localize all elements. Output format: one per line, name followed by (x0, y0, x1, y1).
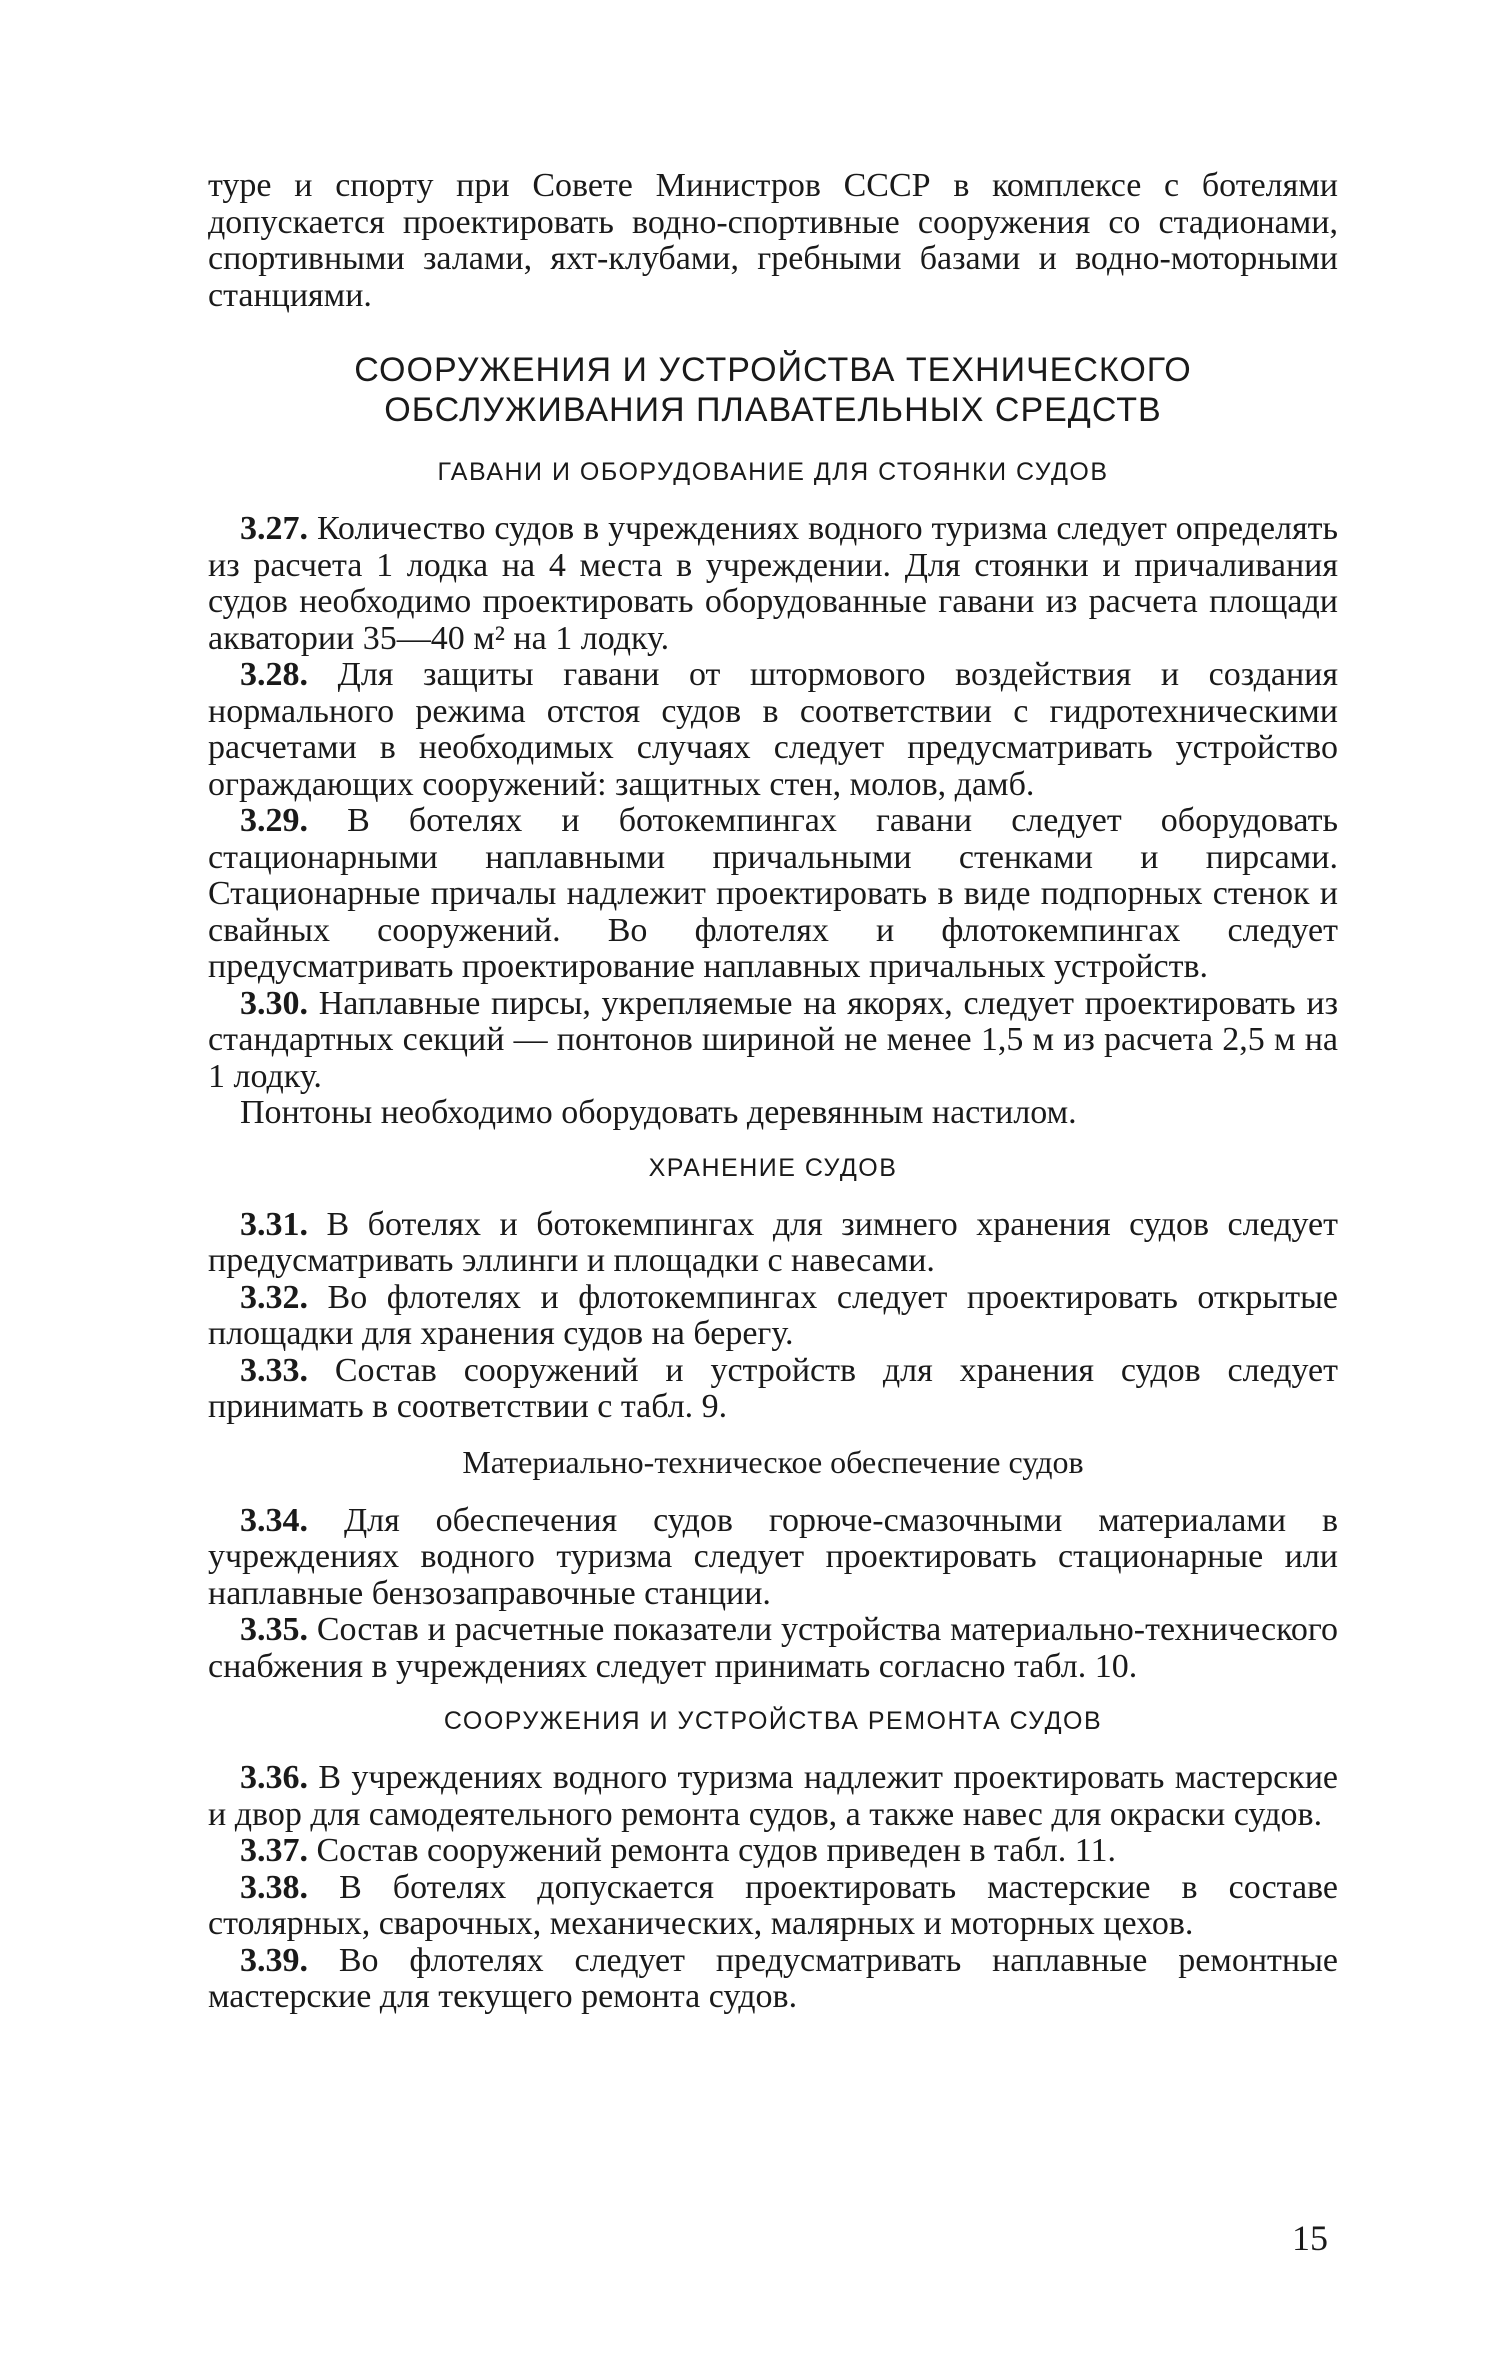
subsection-repair-body (208, 1760, 1338, 2016)
paragraph-number: 3.36. (240, 1759, 308, 1796)
subsection-title-repair: СООРУЖЕНИЯ И УСТРОЙСТВА РЕМОНТА СУДОВ (443, 1707, 1103, 1735)
paragraph (208, 1870, 1338, 1943)
paragraph (208, 1280, 1338, 1353)
paragraph (208, 803, 1338, 986)
subsection-title-storage: ХРАНЕНИЕ СУДОВ (648, 1153, 898, 1182)
document-page (208, 168, 1338, 2016)
paragraph-text: Количество судов в учреждениях водного туризма следует определять из расчета 1 лодка на 4 места в учреждении. Для стоянки и причаливания судов необходимо проектировать оборудованные гавани из расчета площади акватории 35—40 м² на 1 лодку. (208, 510, 1339, 657)
paragraph (208, 1612, 1338, 1685)
paragraph-number: 3.30. (240, 984, 308, 1022)
subsection-title-supply: Материально-техническое обеспечение судов (462, 1443, 1084, 1480)
subsection-supply-body (208, 1503, 1338, 1686)
paragraph-number: 3.27. (240, 510, 308, 547)
page-number: 15 (1292, 2218, 1328, 2258)
paragraph-number: 3.28. (240, 656, 308, 693)
paragraph-text: Для защиты гавани от штормового воздействия и создания нормального режима отстоя судов в соответствии с гидротехническими расчетами в необходимых случаях следует предусматривать устройство ограждающих сооружений: защитных стен, молов, дамб. (208, 656, 1338, 803)
paragraph (208, 1353, 1338, 1426)
paragraph-number: 3.33. (240, 1351, 308, 1389)
paragraph-text: Наплавные пирсы, укрепляемые на якорях, следует проектировать из стандартных секций — понтонов шириной не менее 1,5 м из расчета 2,5 м на 1 лодку. (208, 984, 1338, 1095)
paragraph-number: 3.32. (240, 1278, 308, 1316)
paragraph (208, 986, 1338, 1096)
paragraph-text: В ботелях и ботокемпингах гавани следует оборудовать стационарными наплавными причальными стенками и пирсами. Стационарные причалы надлежит проектировать в виде подпорных стенок и свайных сооружений. Во флотелях и флотокемпингах следует предусматривать проектирование наплавных причальных устройств. (208, 802, 1338, 985)
paragraph-text: Состав и расчетные показатели устройства материально-технического снабжения в учреждениях следует принимать согласно табл. 10. (208, 1611, 1339, 1685)
paragraph (208, 511, 1338, 657)
paragraph (208, 1207, 1338, 1280)
paragraph-text: Во флотелях следует предусматривать наплавные ремонтные мастерские для текущего ремонта судов. (208, 1941, 1339, 2015)
section-title (208, 350, 1338, 430)
subsection-harbors-body (208, 511, 1338, 1132)
intro-paragraph: туре и спорту при Совете Министров СССР в комплексе с ботелями допускается проектировать водно-спортивные сооружения со стадионами, спортивными залами, яхт-клубами, гребными базами и водно-моторными станциями. (208, 167, 1338, 314)
paragraph (208, 657, 1338, 803)
paragraph-text: Состав сооружений ремонта судов приведен в табл. 11. (316, 1832, 1117, 1869)
paragraph (208, 1503, 1338, 1613)
paragraph (208, 1833, 1338, 1870)
paragraph (208, 1943, 1338, 2016)
paragraph-text: Понтоны необходимо оборудовать деревянным настилом. (240, 1094, 1077, 1131)
paragraph-text: В ботелях и ботокемпингах для зимнего хранения судов следует предусматривать эллинги и площадки с навесами. (208, 1205, 1338, 1279)
paragraph-number: 3.29. (240, 802, 308, 839)
subsection-storage-body (208, 1207, 1338, 1426)
paragraph (208, 1095, 1338, 1132)
paragraph-number: 3.38. (240, 1868, 308, 1906)
paragraph-number: 3.39. (240, 1941, 308, 1979)
paragraph-text: Во флотелях и флотокемпингах следует проектировать открытые площадки для хранения судов на берегу. (208, 1278, 1339, 1352)
paragraph-text: В ботелях допускается проектировать мастерские в составе столярных, сварочных, механических, малярных и моторных цехов. (208, 1868, 1338, 1942)
paragraph-number: 3.35. (240, 1611, 308, 1648)
paragraph (208, 1760, 1338, 1833)
paragraph-text: В учреждениях водного туризма надлежит проектировать мастерские и двор для самодеятельного ремонта судов, а также навес для окраски судов. (208, 1759, 1338, 1833)
section-title-line-1: СООРУЖЕНИЯ И УСТРОЙСТВА ТЕХНИЧЕСКОГО (354, 351, 1192, 389)
subsection-title-harbors: ГАВАНИ И ОБОРУДОВАНИЕ ДЛЯ СТОЯНКИ СУДОВ (437, 458, 1109, 486)
paragraph-number: 3.31. (240, 1205, 308, 1243)
section-title-line-2: ОБСЛУЖИВАНИЯ ПЛАВАТЕЛЬНЫХ СРЕДСТВ (384, 391, 1162, 429)
paragraph-number: 3.34. (240, 1501, 308, 1539)
paragraph-number: 3.37. (240, 1832, 308, 1869)
paragraph-text: Состав сооружений и устройств для хранения судов следует принимать в соответствии с табл. 9. (208, 1351, 1338, 1425)
paragraph-text: Для обеспечения судов горюче-смазочными материалами в учреждениях водного туризма следует проектировать стационарные или наплавные бензозаправочные станции. (208, 1501, 1338, 1612)
